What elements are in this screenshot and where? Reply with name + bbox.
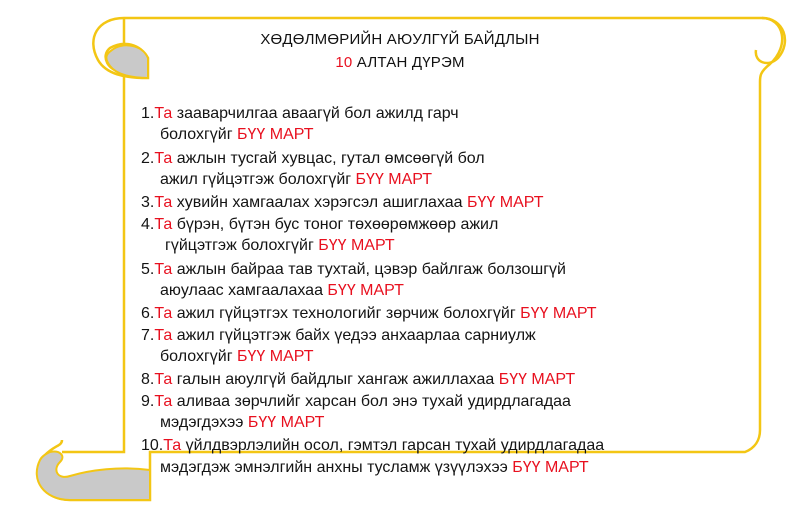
rule-continuation-7: [160, 346, 313, 367]
rule-continuation-text: гүйцэтгэж болохгүйг: [165, 237, 319, 254]
rule-text: хувийн хамгаалах хэрэгсэл ашиглахаа: [172, 194, 468, 211]
rule-number: 7.: [141, 327, 155, 344]
rule-ta: Та: [154, 261, 173, 278]
rule-number: 4.: [141, 216, 155, 233]
rule-text: ажил гүйцэтгэж байх үедээ анхаарлаа сарниулж: [172, 327, 536, 344]
rule-ta: Та: [154, 194, 173, 211]
rule-text: бүрэн, бүтэн бус тоног төхөөрөмжөөр ажил: [172, 216, 499, 233]
rule-warning: БҮҮ МАРТ: [237, 348, 314, 365]
rule-continuation-text: болохгүйг: [160, 348, 237, 365]
rule-number: 1.: [141, 105, 155, 122]
rule-continuation-text: ажил гүйцэтгэж болохгүйг: [160, 171, 356, 188]
rule-continuation-text: аюулаас хамгаалахаа: [160, 282, 328, 299]
rule-warning: БҮҮ МАРТ: [498, 371, 576, 388]
rule-text: аливаа зөрчлийг харсан бол энэ тухай удирдлагадаа: [172, 393, 571, 410]
rule-item-2: [141, 148, 485, 169]
bottom-left-curl-fill: [37, 452, 150, 500]
subtitle-number: 10: [335, 54, 353, 71]
rule-warning: БҮҮ МАРТ: [318, 237, 395, 254]
rule-text: ажил гүйцэтгэх технологийг зөрчиж болохгүйг: [172, 305, 521, 322]
rule-warning: БҮҮ МАРТ: [355, 171, 433, 188]
rule-warning: БҮҮ МАРТ: [237, 126, 314, 143]
rule-continuation-10: [160, 457, 589, 478]
rule-text: үйлдвэрлэлийн осол, гэмтэл гарсан тухай удирдлагадаа: [181, 437, 605, 454]
rule-ta: Та: [163, 437, 182, 454]
rule-number: 2.: [141, 150, 155, 167]
rule-continuation-text: болохгүйг: [160, 126, 237, 143]
rule-item-4: [141, 214, 498, 235]
rule-item-1: [141, 103, 459, 124]
rule-ta: Та: [154, 305, 173, 322]
rule-number: 3.: [141, 194, 155, 211]
rule-continuation-9: [160, 412, 324, 433]
rule-item-8: [141, 369, 575, 390]
rule-item-3: [141, 192, 543, 213]
rule-text: ажлын байраа тав тухтай, цэвэр байлгаж болзошгүй: [172, 261, 566, 278]
rule-continuation-4: [165, 235, 395, 256]
rule-number: 9.: [141, 393, 155, 410]
rule-item-9: [141, 391, 571, 412]
page-subtitle: [0, 54, 800, 71]
rule-continuation-1: [160, 124, 313, 145]
rule-text: галын аюулгүй байдлыг хангаж ажиллахаа: [172, 371, 499, 388]
rule-ta: Та: [154, 150, 173, 167]
rule-continuation-text: мэдэгдэхээ: [160, 414, 248, 431]
subtitle-text: АЛТАН ДҮРЭМ: [352, 54, 465, 71]
rule-continuation-5: [160, 280, 404, 301]
rule-ta: Та: [154, 105, 173, 122]
rule-warning: БҮҮ МАРТ: [467, 194, 544, 211]
rule-number: 6.: [141, 305, 155, 322]
rule-continuation-text: мэдэгдэж эмнэлгийн анхны тусламж үзүүлэхээ: [160, 459, 513, 476]
rule-warning: БҮҮ МАРТ: [247, 414, 325, 431]
rule-number: 8.: [141, 371, 155, 388]
rule-text: зааварчилгаа аваагүй бол ажилд гарч: [172, 105, 459, 122]
rule-item-7: [141, 325, 536, 346]
rule-item-6: [141, 303, 597, 324]
rule-warning: БҮҮ МАРТ: [512, 459, 589, 476]
rule-continuation-2: [160, 169, 432, 190]
rule-text: ажлын тусгай хувцас, гутал өмсөөгүй бол: [172, 150, 485, 167]
rule-item-5: [141, 259, 566, 280]
page-title: ХӨДӨЛМӨРИЙН АЮУЛГҮЙ БАЙДЛЫН: [260, 31, 540, 48]
rule-warning: БҮҮ МАРТ: [520, 305, 597, 322]
rule-ta: Та: [154, 371, 173, 388]
rule-ta: Та: [154, 393, 173, 410]
scroll-left-edge: [62, 18, 124, 452]
rule-number: 10.: [141, 437, 164, 454]
rule-ta: Та: [154, 216, 173, 233]
rule-item-10: [141, 435, 604, 456]
rule-ta: Та: [154, 327, 173, 344]
rule-number: 5.: [141, 261, 155, 278]
rule-warning: БҮҮ МАРТ: [327, 282, 404, 299]
